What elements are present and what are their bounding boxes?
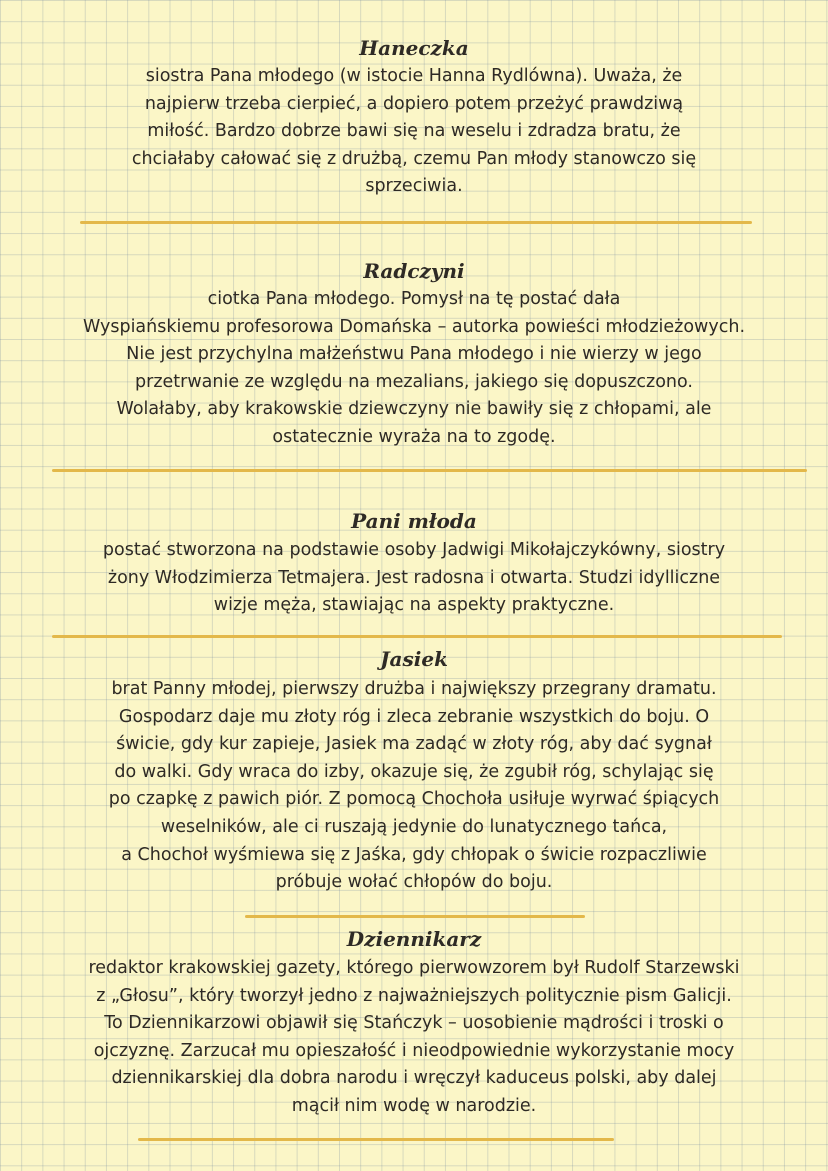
section-divider: [138, 1138, 614, 1141]
description-jasiek: [34, 676, 794, 897]
text-line: z „Głosu”, który tworzył jedno z najważniejszych politycznie pism Galicji.: [96, 985, 732, 1006]
text-line: sprzeciwia.: [365, 176, 463, 197]
text-line: wizje męża, stawiając na aspekty praktyczne.: [213, 595, 615, 616]
text-line: postać stworzona na podstawie osoby Jadwigi Mikołajczykówny, siostry: [102, 540, 726, 560]
text-line: mącił nim wodę w narodzie.: [291, 1095, 537, 1116]
description-dziennikarz: [14, 955, 814, 1121]
description-radczyni: [34, 286, 794, 452]
text-line: a Chochoł wyśmiewa się z Jaśka, gdy chłopak o świcie rozpaczliwie: [121, 844, 707, 865]
text-line: miłość. Bardzo dobrze bawi się na weselu i zdradza bratu, że: [147, 121, 681, 142]
text-line: siostra Pana młodego (w istocie Hanna Rydlówna). Uważa, że: [145, 66, 683, 86]
text-line: ojczyznę. Zarzucał mu opieszałość i nieodpowiednie wykorzystanie mocy: [93, 1040, 735, 1061]
section-divider: [52, 469, 807, 472]
text-line: najpierw trzeba cierpieć, a dopiero potem przeżyć prawdziwą: [144, 93, 684, 114]
text-line: ciotka Pana młodego. Pomysł na tę postać dała: [207, 289, 621, 309]
heading-radczyni: Radczyni: [363, 259, 465, 283]
section-divider: [52, 635, 782, 638]
section-divider: [245, 915, 585, 918]
text-line: Nie jest przychylna małżeństwu Pana młodego i nie wierzy w jego: [126, 344, 702, 365]
text-line: świcie, gdy kur zapieje, Jasiek ma zadąć w złoty róg, aby dać sygnał: [116, 734, 712, 755]
text-line: próbuje wołać chłopów do boju.: [275, 872, 553, 893]
heading-dziennikarz: Dziennikarz: [346, 927, 482, 951]
heading-jasiek: Jasiek: [380, 647, 448, 671]
heading-pani-mloda: Pani młoda: [351, 509, 477, 533]
text-line: chciałaby całować się z drużbą, czemu Pan młody stanowczo się: [131, 148, 697, 169]
text-line: żony Włodzimierza Tetmajera. Jest radosna i otwarta. Studzi idylliczne: [107, 567, 721, 588]
text-line: przetrwanie ze względu na mezalians, jakiego się dopuszczono.: [135, 371, 693, 392]
text-line: ostatecznie wyraża na to zgodę.: [272, 426, 556, 447]
heading-haneczka: Haneczka: [359, 36, 469, 60]
text-line: Wolałaby, aby krakowskie dziewczyny nie bawiły się z chłopami, ale: [116, 399, 712, 420]
description-haneczka: [74, 63, 754, 201]
text-line: weselników, ale ci ruszają jedynie do lunatycznego tańca,: [160, 816, 668, 837]
text-line: po czapkę z pawich piór. Z pomocą Chochoła usiłuje wyrwać śpiących: [108, 789, 720, 810]
text-line: Wyspiańskiemu profesorowa Domańska – autorka powieści młodzieżowych.: [82, 316, 746, 337]
text-line: redaktor krakowskiej gazety, którego pierwowzorem był Rudolf Starzewski: [88, 958, 740, 978]
text-line: do walki. Gdy wraca do izby, okazuje się, że zgubił róg, schylając się: [114, 761, 714, 782]
text-line: To Dziennikarzowi objawił się Stańczyk – uosobienie mądrości i troski o: [104, 1013, 724, 1034]
description-pani-mloda: [34, 537, 794, 620]
section-divider: [80, 221, 752, 224]
text-line: Gospodarz daje mu złoty róg i zleca zebranie wszystkich do boju. O: [118, 706, 710, 727]
text-line: dziennikarskiej dla dobra narodu i wręczył kaduceus polski, aby dalej: [111, 1068, 717, 1089]
text-line: brat Panny młodej, pierwszy drużba i największy przegrany dramatu.: [111, 679, 717, 699]
